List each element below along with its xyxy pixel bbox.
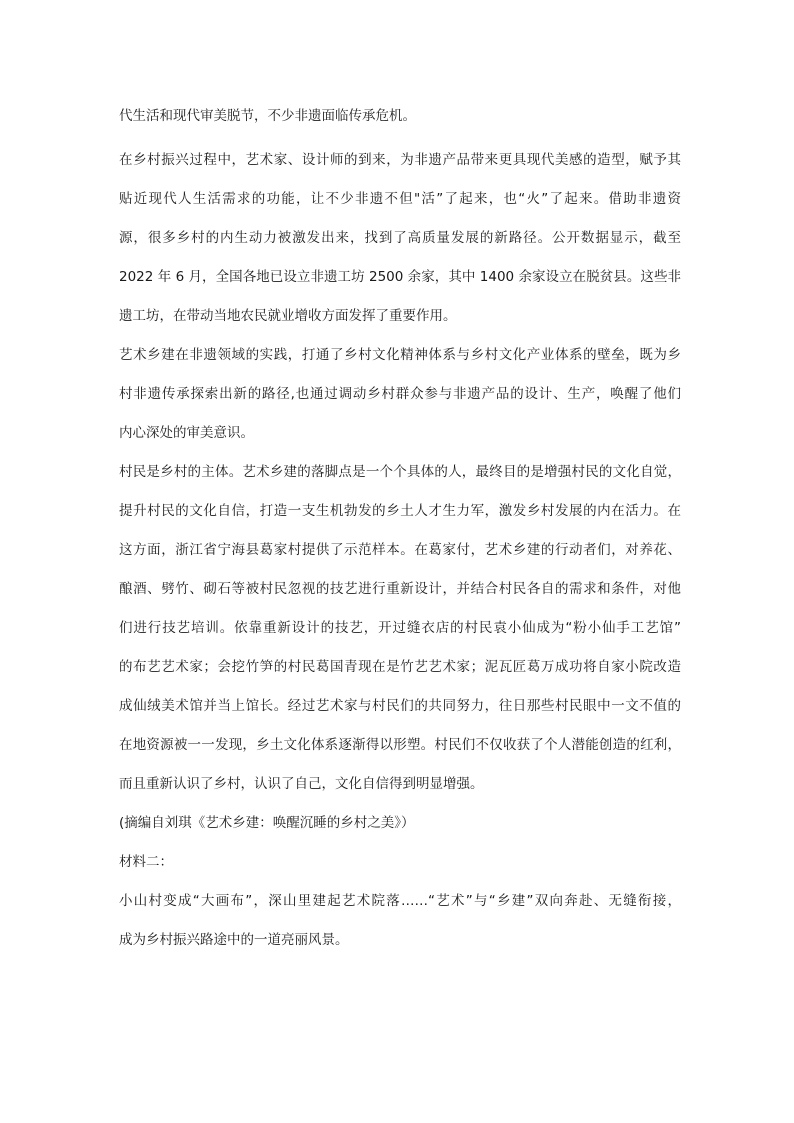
text-line: 成为乡村振兴路途中的一道亮丽风景。: [119, 932, 349, 948]
text-line: 贴近现代人生活需求的功能，让不少非遗不但"活”了起来，也“火”了起来。借助非遗资: [119, 191, 681, 207]
citation-line: (摘编自刘琪《艺术乡建：唤醒沉睡的乡村之美》）: [119, 815, 415, 831]
text-line: 这方面，浙江省宁海县葛家村提供了示范样本。在葛家付，艺术乡建的行动者们，对养花、: [119, 542, 681, 558]
text-line: 的布艺艺术家；会挖竹笋的村民葛国青现在是竹艺艺术家；泥瓦匠葛万成功将自家小院改造: [119, 659, 681, 675]
text-line: 在乡村振兴过程中，艺术家、设计师的到来，为非遗产品带来更具现代美感的造型，赋予其: [119, 152, 681, 168]
text-line: 遗工坊，在带动当地农民就业增收方面发挥了重要作用。: [119, 308, 457, 324]
text-line: 们进行技艺培训。依靠重新设计的技艺，开过缝衣店的村民袁小仙成为“粉小仙手工艺馆”: [119, 620, 681, 636]
text-line: 成仙绒美术馆并当上馆长。经过艺术家与村民们的共同努力，往日那些村民眼中一文不值的: [119, 698, 681, 714]
text-line: 村非遗传承探索出新的路径,也通过调动乡村群众参与非遗产品的设计、生产，唤醒了他们: [119, 386, 681, 402]
text-line: 而且重新认识了乡村，认识了自己，文化自信得到明显增强。: [119, 776, 484, 792]
section-heading: 材料二：: [119, 854, 173, 870]
text-line: 源，很多乡村的内生动力被激发出来，找到了高质量发展的新路径。公开数据显示，截至: [119, 230, 681, 246]
text-line: 代生活和现代审美脱节，不少非遗面临传承危机。: [119, 108, 416, 124]
text-line: 2022 年 6 月，全国各地已设立非遗工坊 2500 余家，其中 1400 余家设立在脱贫县。这些非: [119, 269, 681, 285]
text-line: 内心深处的审美意识。: [119, 425, 254, 441]
text-line: 提升村民的文化自信，打造一支生机勃发的乡土人才生力军，激发乡村发展的内在活力。在: [119, 503, 681, 519]
text-line: 艺术乡建在非遗领域的实践，打通了乡村文化精神体系与乡村文化产业体系的壁垒，既为乡: [119, 347, 681, 363]
text-line: 村民是乡村的主体。艺术乡建的落脚点是一个个具体的人，最终目的是增强村民的文化自觉，: [119, 464, 681, 480]
text-line: 酿酒、劈竹、砌石等被村民忽视的技艺进行重新设计，并结合村民各自的需求和条件，对他: [119, 581, 681, 597]
text-line: 在地资源被一一发现，乡土文化体系逐渐得以形塑。村民们不仅收获了个人潜能创造的红利，: [119, 737, 681, 753]
text-line: 小山村变成“大画布”，深山里建起艺术院落……“艺术”与“乡建”双向奔赴、无缝衔接，: [119, 893, 681, 909]
